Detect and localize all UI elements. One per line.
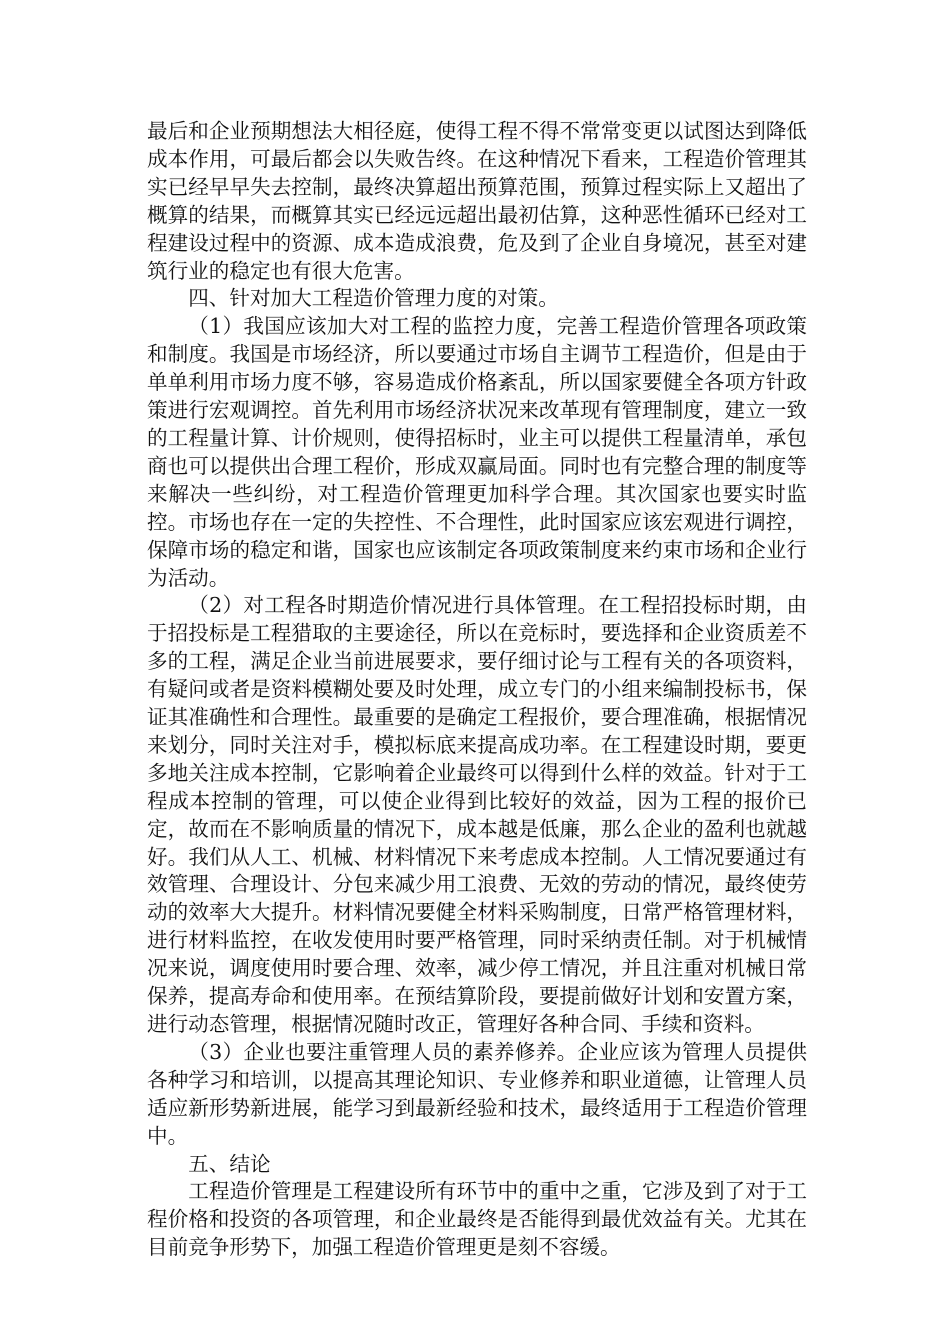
section-heading-conclusion: 五、结论 — [188, 1151, 271, 1176]
paragraph-conclusion: 工程造价管理是工程建设所有环节中的重中之重，它涉及到了对于工程价格和投资的各项管理，和企业最终是否能得到最优效益有关。尤其在目前竞争形势下，加强工程造价管理更是刻不容缓。 — [147, 1179, 807, 1260]
paragraph-point-2: （2）对工程各时期造价情况进行具体管理。在工程招投标时期，由于招投标是工程猎取的主要途径，所以在竞标时，要选择和企业资质差不多的工程，满足企业当前进展要求，要仔细讨论与工程有关的各项资料，有疑问或者是资料模糊处要及时处理，成立专门的小组来编制投标书，保证其准确性和合理性。最重要的是确定工程报价，要合理准确，根据情况来划分，同时关注对手，模拟标底来提高成功率。在工程建设时期，要更多地关注成本控制，它影响着企业最终可以得到什么样的效益。针对于工程成本控制的管理，可以使企业得到比较好的效益，因为工程的报价已定，故而在不影响质量的情况下，成本越是低廉，那么企业的盈利也就越好。我们从人工、机械、材料情况下来考虑成本控制。人工情况要通过有效管理、合理设计、分包来减少用工浪费、无效的劳动的情况，最终使劳动的效率大大提升。材料情况要健全材料采购制度，日常严格管理材料，进行材料监控，在收发使用时要严格管理，同时采纳责任制。对于机械情况来说，调度使用时要合理、效率，减少停工情况，并且注重对机械日常保养，提高寿命和使用率。在预结算阶段，要提前做好计划和安置方案，进行动态管理，根据情况随时改正，管理好各种合同、手续和资料。 — [147, 593, 807, 1036]
document-body — [147, 118, 807, 1262]
paragraph-continuation: 最后和企业预期想法大相径庭，使得工程不得不常常变更以试图达到降低成本作用，可最后都会以失败告终。在这种情况下看来，工程造价管理其实已经早早失去控制，最终决算超出预算范围，预算过程实际上又超出了概算的结果，而概算其实已经远远超出最初估算，这种恶性循环已经对工程建设过程中的资源、成本造成浪费，危及到了企业自身境况，甚至对建筑行业的稳定也有很大危害。 — [147, 119, 807, 283]
paragraph-point-3: （3）企业也要注重管理人员的素养修养。企业应该为管理人员提供各种学习和培训，以提高其理论知识、专业修养和职业道德，让管理人员适应新形势新进展，能学习到最新经验和技术，最终适用于工程造价管理中。 — [147, 1039, 807, 1148]
paragraph-point-1: （1）我国应该加大对工程的监控力度，完善工程造价管理各项政策和制度。我国是市场经济，所以要通过市场自主调节工程造价，但是由于单单利用市场力度不够，容易造成价格紊乱，所以国家要健全各项方针政策进行宏观调控。首先利用市场经济状况来改革现有管理制度，建立一致的工程量计算、计价规则，使得招标时，业主可以提供工程量清单，承包商也可以提供出合理工程价，形成双赢局面。同时也有完整合理的制度等来解决一些纠纷，对工程造价管理更加科学合理。其次国家也要实时监控。市场也存在一定的失控性、不合理性，此时国家应该宏观进行调控，保障市场的稳定和谐，国家也应该制定各项政策制度来约束市场和企业行为活动。 — [147, 314, 807, 590]
section-heading-four: 四、针对加大工程造价管理力度的对策。 — [188, 286, 559, 311]
